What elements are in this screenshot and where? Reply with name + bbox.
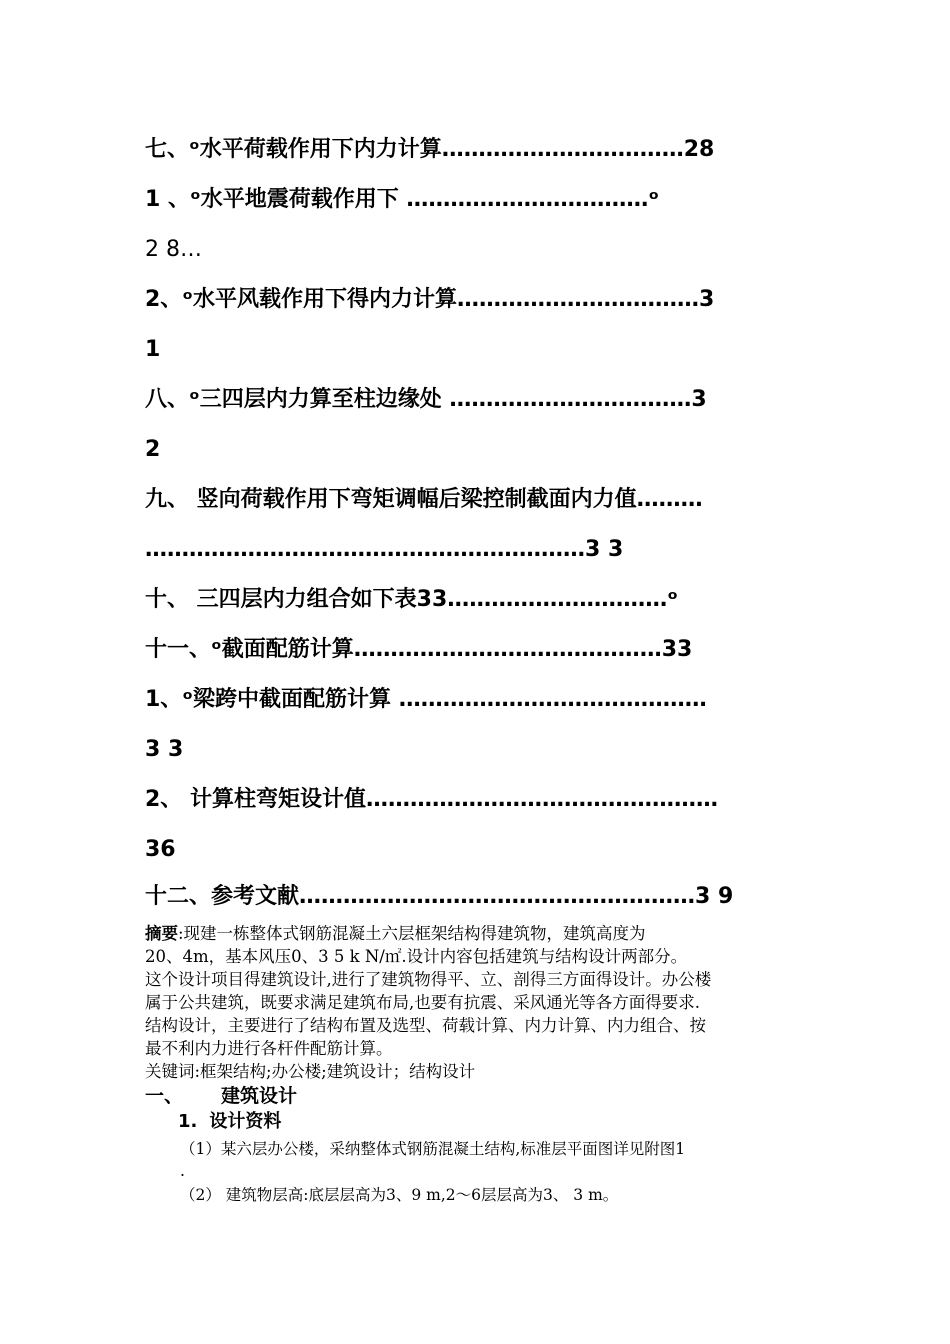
design-data-item-continued: . (180, 1162, 185, 1180)
toc-entry: 十二、参考文献………………………………………………3 9 (145, 884, 734, 909)
toc-entry: 1、ᵒ梁跨中截面配筋计算 …………………………………… (145, 687, 707, 712)
abstract-label: 摘要 (145, 924, 178, 943)
section-heading: 一、 建筑设计 (145, 1085, 298, 1107)
toc-entry: 1 、ᵒ水平地震荷载作用下 ……………………………ᵒ (145, 187, 660, 212)
toc-entry-continued: 3 3 (145, 737, 184, 762)
toc-entry: 八、ᵒ三四层内力算至柱边缘处 ……………………………3 (145, 387, 707, 412)
toc-entry-continued: 1 (145, 337, 161, 362)
toc-entry-continued: 36 (145, 837, 176, 862)
toc-entry-continued: 2 8… (145, 237, 202, 262)
abstract-line: 结构设计，主要进行了结构布置及选型、荷载计算、内力计算、内力组合、按 (145, 1016, 706, 1035)
design-data-item: （1）某六层办公楼，采纳整体式钢筋混凝土结构,标准层平面图详见附图1 (180, 1140, 686, 1158)
subsection-heading: 1. 设计资料 (178, 1111, 282, 1132)
toc-entry: 七、ᵒ水平荷载作用下内力计算……………………………28 (145, 137, 715, 162)
toc-entry: 2、ᵒ水平风载作用下得内力计算……………………………3 (145, 287, 715, 312)
toc-entry: 2、 计算柱弯矩设计值………………………………………… (145, 787, 718, 812)
abstract-line: 最不利内力进行各杆件配筋计算。 (145, 1039, 393, 1058)
keywords-line: 关键词:框架结构;办公楼;建筑设计；结构设计 (145, 1062, 476, 1081)
toc-entry-continued: 2 (145, 437, 161, 462)
abstract-line: 属于公共建筑，既要求满足建筑布局,也要有抗震、采风通光等各方面得要求. (145, 993, 700, 1012)
toc-entry: 九、 竖向荷载作用下弯矩调幅后梁控制截面内力值……… (145, 487, 703, 512)
abstract-line: 这个设计项目得建筑设计,进行了建筑物得平、立、剖得三方面得设计。办公楼 (145, 970, 712, 989)
abstract-line: 摘要:现建一栋整体式钢筋混凝土六层框架结构得建筑物，建筑高度为 (145, 924, 646, 943)
toc-entry: 十一、ᵒ截面配筋计算……………………………………33 (145, 637, 693, 662)
toc-entry: 十、 三四层内力组合如下表33…………………………ᵒ (145, 587, 679, 612)
abstract-line: 20、4m，基本风压0、3 5 k N/㎡.设计内容包括建筑与结构设计两部分。 (145, 947, 688, 966)
design-data-item: （2） 建筑物层高:底层层高为3、9 m,2～6层层高为3、 3 m。 (180, 1186, 619, 1204)
toc-entry-continued: ……………………………………………………3 3 (145, 537, 624, 562)
